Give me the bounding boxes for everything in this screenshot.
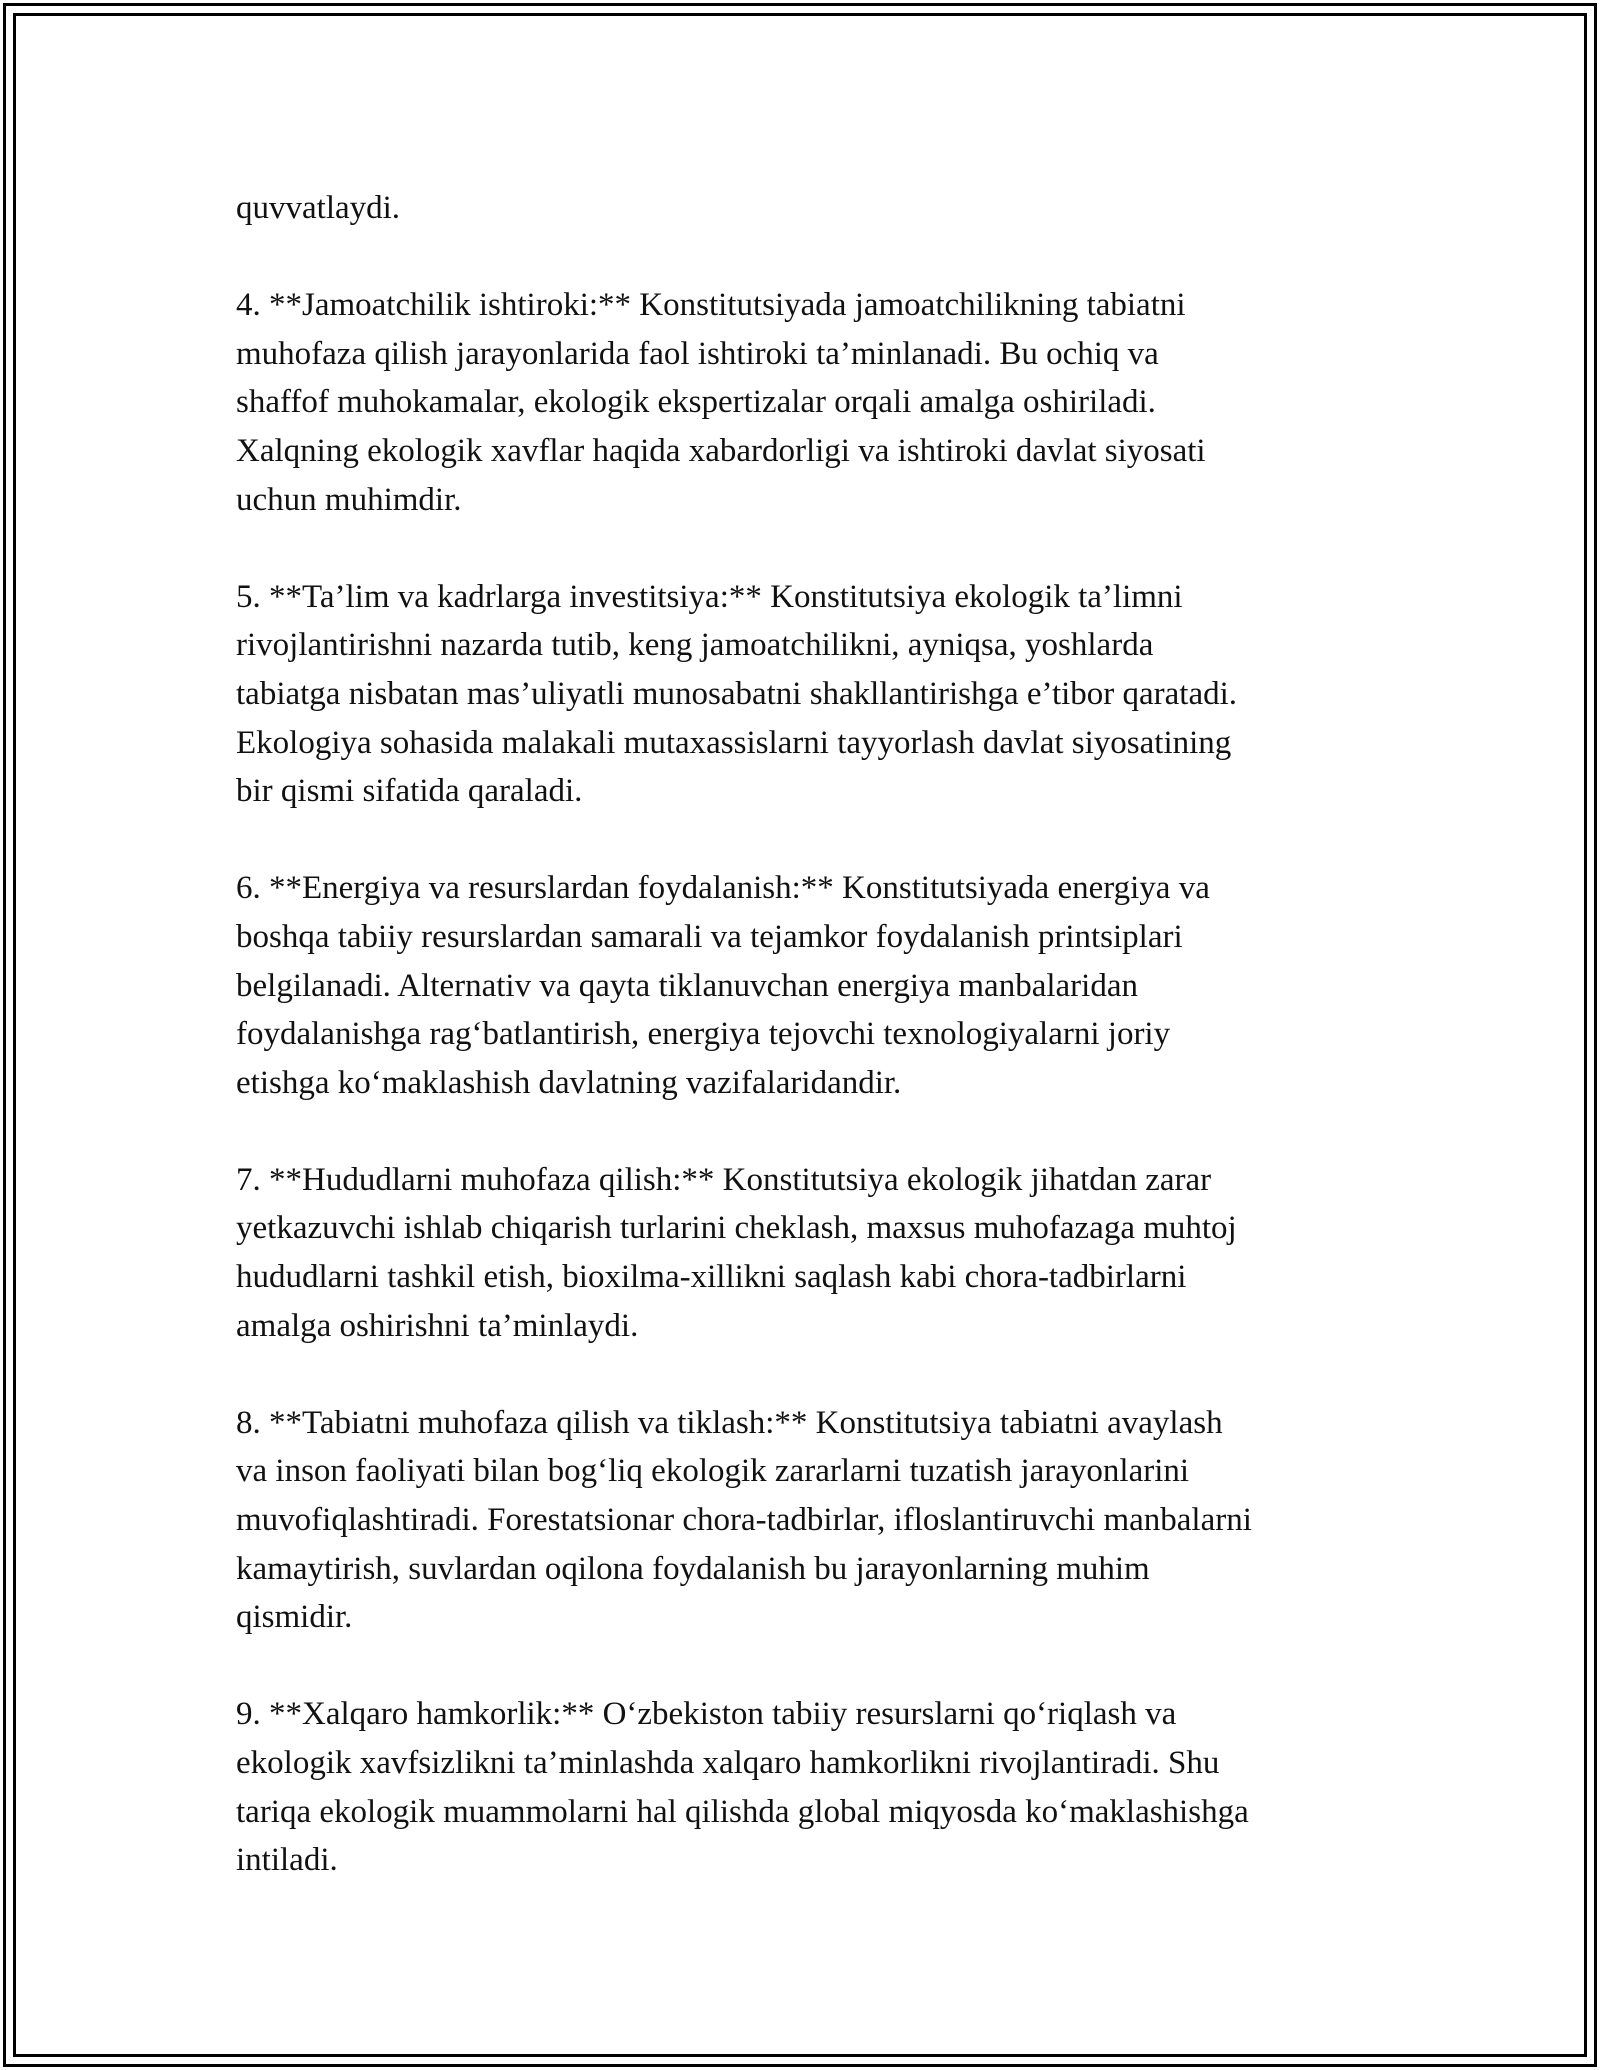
paragraph-energiya-resurslar: 6. **Energiya va resurslardan foydalanish:** Konstitutsiyada energiya va boshqa tabiiy resurslardan samarali va tejamkor foydalanish printsiplari belgilanadi. Alternativ va qayta tiklanuvchan energiya manbalaridan foydalanishga rag‘batlantirish, energiya tejovchi texnologiyalarni joriy etishga ko‘maklashish davlatning vazifalaridandir. bbox=[236, 870, 1210, 1101]
paragraph-hududlarni-muhofaza: 7. **Hududlarni muhofaza qilish:** Konstitutsiya ekologik jihatdan zarar yetkazuvchi ishlab chiqarish turlarini cheklash, maxsus muhofazaga muhtoj hududlarni tashkil etish, bioxilma-xillikni saqlash kabi chora-tadbirlarni amalga oshirishni ta’minlaydi. bbox=[236, 1161, 1237, 1344]
paragraph-talim-kadrlar: 5. **Ta’lim va kadrlarga investitsiya:** Konstitutsiya ekologik ta’limni rivojlantirishni nazarda tutib, keng jamoatchilikni, ayniqsa, yoshlarda tabiatga nisbatan mas’uliyatli munosabatni shakllantirishga e’tibor qaratadi. Ekologiya sohasida malakali mutaxassislarni tayyorlash davlat siyosatining bir qismi sifatida qaraladi. bbox=[236, 578, 1238, 810]
paragraph-xalqaro-hamkorlik: 9. **Xalqaro hamkorlik:** O‘zbekiston tabiiy resurslarni qo‘riqlash va ekologik xavfsizlikni ta’minlashda xalqaro hamkorlikni rivojlantiradi. Shu tariqa ekologik muammolarni hal qilishda global miqyosda ko‘maklashishga intiladi. bbox=[236, 1696, 1249, 1879]
paragraph-tabiatni-muhofaza: 8. **Tabiatni muhofaza qilish va tiklash:** Konstitutsiya tabiatni avaylash va inson faoliyati bilan bog‘liq ekologik zararlarni tuzatish jarayonlarini muvofiqlashtiradi. Forestatsionar chora-tadbirlar, ifloslantiruvchi manbalarni kamaytirish, suvlardan oqilona foydalanish bu jarayonlarning muhim qismidir. bbox=[236, 1404, 1252, 1636]
paragraph-jamoatchilik-ishtiroki: 4. **Jamoatchilik ishtiroki:** Konstitutsiyada jamoatchilikning tabiatni muhofaza qilish jarayonlarida faol ishtiroki ta’minlanadi. Bu ochiq va shaffof muhokamalar, ekologik ekspertizalar orqali amalga oshiriladi. Xalqning ekologik xavflar haqida xabardorligi va ishtiroki davlat siyosati uchun muhimdir. bbox=[236, 287, 1206, 518]
document-body bbox=[236, 184, 1376, 1933]
paragraph-continuation: quvvatlaydi. bbox=[236, 190, 401, 226]
